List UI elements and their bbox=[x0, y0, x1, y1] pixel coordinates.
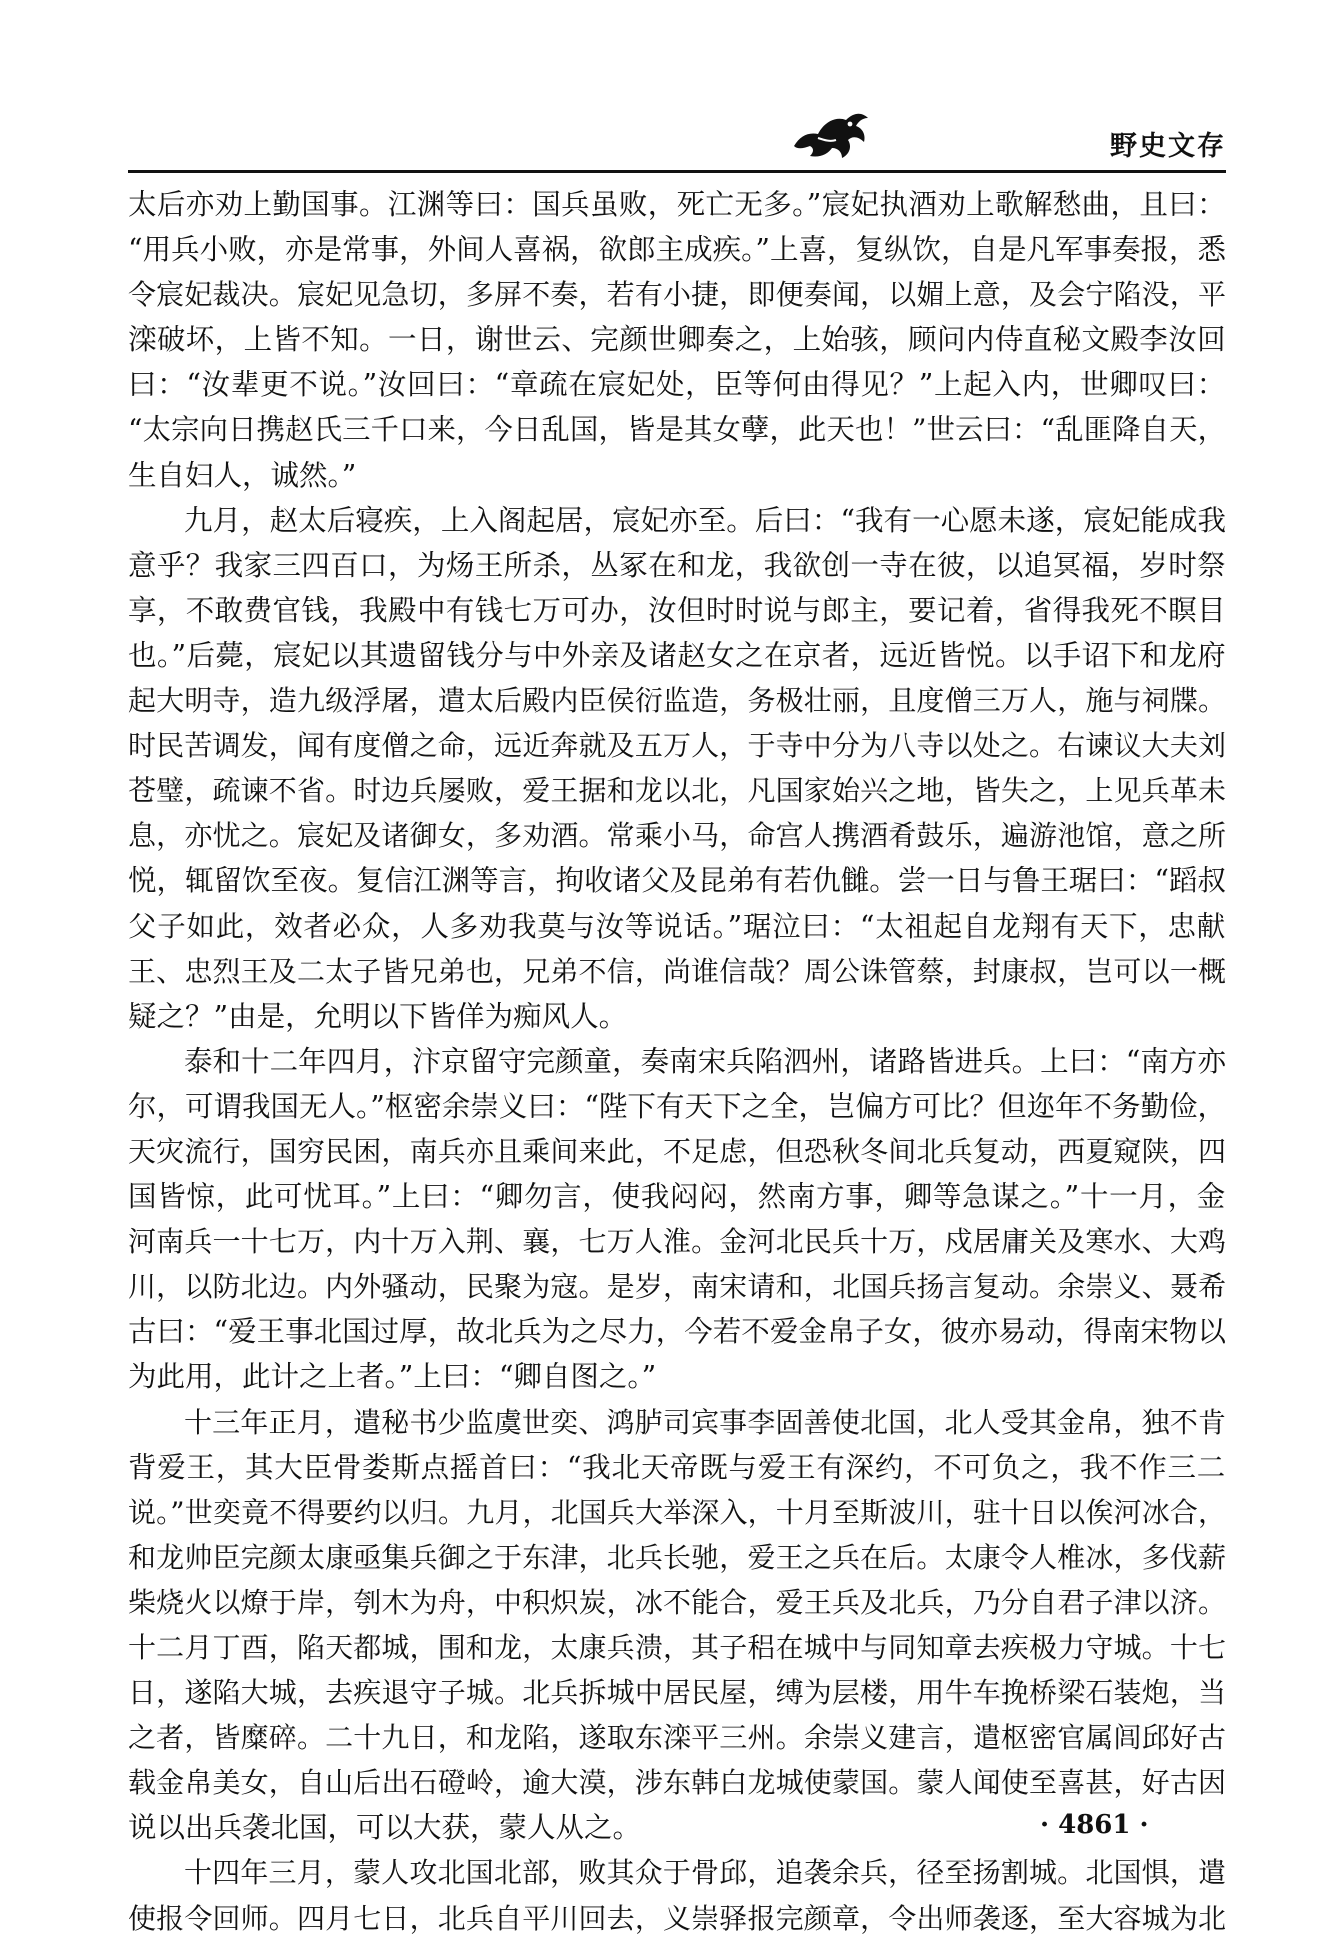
page-number: · 4861 · bbox=[1040, 1810, 1149, 1840]
text-line: 意乎？我家三四百口，为炀王所杀，丛冢在和龙，我欲创一寺在彼，以追冥福，岁时祭 bbox=[128, 548, 1226, 582]
text-line: 天灾流行，国穷民困，南兵亦且乘间来此，不足虑，但恐秋冬间北兵复动，西夏窥陕，四 bbox=[128, 1134, 1226, 1168]
text-line: 柴烧火以燎于岸，刳木为舟，中积炽炭，冰不能合，爱王兵及北兵，乃分自君子津以济。 bbox=[128, 1585, 1226, 1619]
text-line: 九月，赵太后寝疾，上入阁起居，宸妃亦至。后曰：“我有一心愿未遂，宸妃能成我 bbox=[184, 503, 1226, 537]
paragraph-3 bbox=[128, 1039, 1226, 1400]
text-line: 为此用，此计之上者。”上曰：“卿自图之。” bbox=[128, 1360, 657, 1394]
paragraph-1 bbox=[128, 182, 1226, 498]
text-line: “用兵小败，亦是常事，外间人喜祸，欲郎主成疾。”上喜，复纵饮，自是凡军事奏报，悉 bbox=[128, 233, 1226, 267]
text-line: 河南兵一十七万，内十万入荆、襄，七万人淮。金河北民兵十万，戍居庸关及寒水、大鸡 bbox=[128, 1225, 1226, 1259]
text-line: 十二月丁酉，陷天都城，围和龙，太康兵溃，其子稆在城中与同知章去疾极力守城。十七 bbox=[128, 1631, 1226, 1664]
paragraph-5 bbox=[128, 1850, 1226, 1940]
running-header bbox=[128, 108, 1226, 173]
text-line: 尔，可谓我国无人。”枢密余崇义曰：“陛下有天下之全，岂偏方可比？但迩年不务勤俭， bbox=[128, 1089, 1226, 1123]
text-line: “太宗向日携赵氏三千口来，今日乱国，皆是其女孽，此天也！”世云曰：“乱匪降自天， bbox=[128, 413, 1226, 447]
text-line: 滦破坏，上皆不知。一日，谢世云、完颜世卿奏之，上始骇，顾问内侍直秘文殿李汝回 bbox=[128, 323, 1226, 357]
text-line: 说。”世奕竟不得要约以归。九月，北国兵大举深入，十月至斯波川，驻十日以俟河冰合， bbox=[128, 1495, 1226, 1529]
text-line: 息，亦忧之。宸妃及诸御女，多劝酒。常乘小马，命宫人携酒肴鼓乐，遍游池馆，意之所 bbox=[128, 819, 1226, 853]
text-line: 时民苦调发，闻有度僧之命，远近奔就及五万人，于寺中分为八寺以处之。右谏议大夫刘 bbox=[128, 729, 1226, 763]
text-line: 疑之？”由是，允明以下皆佯为痴风人。 bbox=[128, 999, 628, 1033]
paragraph-4 bbox=[128, 1400, 1226, 1851]
text-line: 十三年正月，遣秘书少监虞世奕、鸿胪司宾事李固善使北国，北人受其金帛，独不肯 bbox=[184, 1405, 1226, 1439]
text-line: 国皆惊，此可忧耳。”上曰：“卿勿言，使我闷闷，然南方事，卿等急谋之。”十一月，金 bbox=[128, 1180, 1226, 1214]
text-line: 十四年三月，蒙人攻北国北部，败其众于骨邱，追袭余兵，径至扬割城。北国惧，遣 bbox=[184, 1856, 1226, 1890]
text-line: 背爱王，其大臣骨娄斯点摇首曰：“我北天帝既与爱王有深约，不可负之，我不作三二 bbox=[128, 1450, 1226, 1484]
text-line: 之者，皆糜碎。二十九日，和龙陷，遂取东滦平三州。余崇义建言，遣枢密官属闾邱好古 bbox=[128, 1721, 1226, 1755]
text-line: 令宸妃裁决。宸妃见急切，多屏不奏，若有小捷，即便奏闻，以媚上意，及会宁陷没，平 bbox=[128, 278, 1226, 312]
text-line: 使报令回师。四月七日，北兵自平川回去，义崇驿报完颜章，令出师袭逐，至大容城为北 bbox=[128, 1901, 1226, 1935]
text-line: 太后亦劝上勤国事。江渊等曰：国兵虽败，死亡无多。”宸妃执酒劝上歌解愁曲，且曰： bbox=[128, 188, 1226, 221]
text-line: 曰：“汝辈更不说。”汝回曰：“章疏在宸妃处，臣等何由得见？”上起入内，世卿叹曰： bbox=[128, 368, 1226, 402]
text-line: 苍璧，疏谏不省。时边兵屡败，爱王据和龙以北，凡国家始兴之地，皆失之，上见兵革未 bbox=[128, 774, 1226, 808]
text-line: 起大明寺，造九级浮屠，遣太后殿内臣侯衍监造，务极壮丽，且度僧三万人，施与祠牒。 bbox=[128, 684, 1226, 718]
text-line: 父子如此，效者必众，人多劝我莫与汝等说话。”琚泣曰：“太祖起自龙翔有天下，忠献 bbox=[128, 909, 1226, 943]
text-line: 和龙帅臣完颜太康亟集兵御之于东津，北兵长驰，爱王之兵在后。太康令人椎冰，多伐薪 bbox=[128, 1540, 1226, 1574]
text-line: 享，不敢费官钱，我殿中有钱七万可办，汝但时时说与郎主，要记着，省得我死不瞑目 bbox=[128, 593, 1226, 627]
text-line: 说以出兵袭北国，可以大获，蒙人从之。 bbox=[128, 1811, 642, 1845]
text-line: 川，以防北边。内外骚动，民聚为寇。是岁，南宋请和，北国兵扬言复动。余崇义、聂希 bbox=[128, 1270, 1226, 1304]
text-line: 王、忠烈王及二太子皆兄弟也，兄弟不信，尚谁信哉？周公诛管蔡，封康叔，岂可以一概 bbox=[128, 954, 1226, 988]
dragon-emblem-icon bbox=[788, 102, 872, 162]
header-title: 野史文存 bbox=[1110, 131, 1226, 162]
text-line: 载金帛美女，自山后出石磴岭，逾大漠，涉东韩白龙城使蒙国。蒙人闻使至喜甚，好古因 bbox=[128, 1766, 1226, 1800]
body-text bbox=[128, 182, 1226, 1941]
text-line: 古曰：“爱王事北国过厚，故北兵为之尽力，今若不爱金帛子女，彼亦易动，得南宋物以 bbox=[128, 1315, 1226, 1349]
text-line: 日，遂陷大城，去疾退守子城。北兵拆城中居民屋，缚为层楼，用牛车挽桥梁石装炮，当 bbox=[128, 1676, 1226, 1710]
text-line: 悦，辄留饮至夜。复信江渊等言，拘收诸父及昆弟有若仇雠。尝一日与鲁王琚曰：“蹈叔 bbox=[128, 864, 1226, 898]
text-line: 也。”后薨，宸妃以其遗留钱分与中外亲及诸赵女之在京者，远近皆悦。以手诏下和龙府 bbox=[128, 638, 1226, 672]
paragraph-2 bbox=[128, 498, 1226, 1039]
text-line: 泰和十二年四月，汴京留守完颜童，奏南宋兵陷泗州，诸路皆进兵。上曰：“南方亦 bbox=[184, 1044, 1226, 1078]
text-line: 生自妇人，诚然。” bbox=[128, 458, 357, 492]
